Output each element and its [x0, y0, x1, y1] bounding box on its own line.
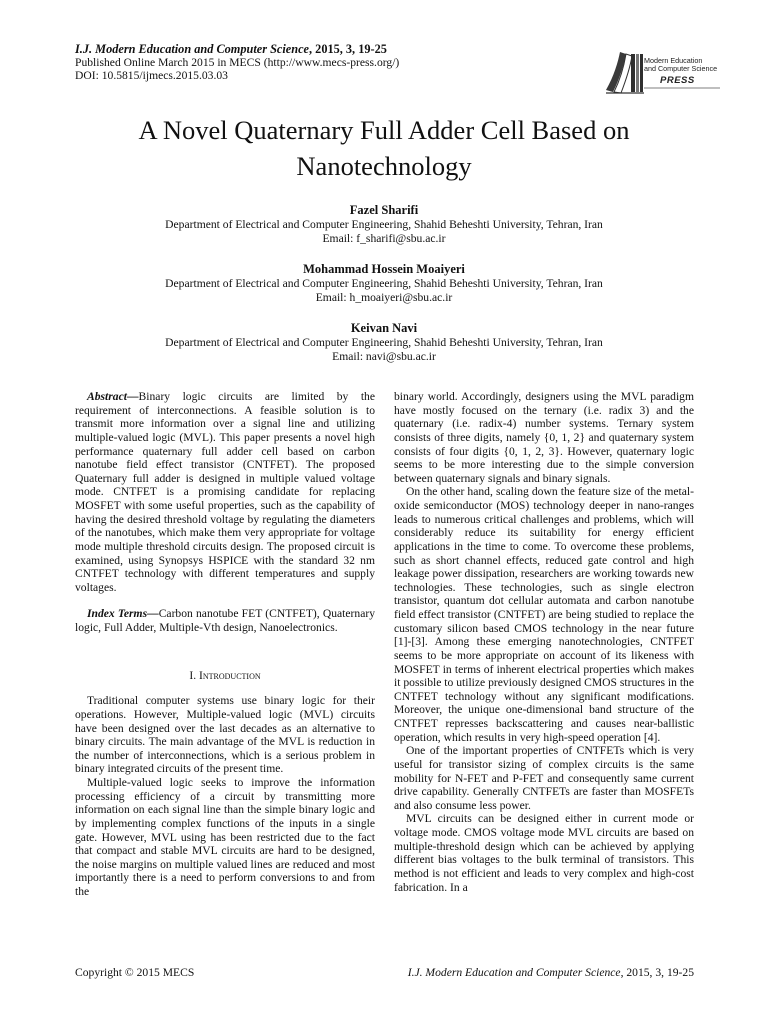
- section-heading-introduction: I. Introduction: [189, 668, 261, 682]
- author-name: Mohammad Hossein Moaiyeri: [303, 262, 465, 276]
- body-paragraph: binary world. Accordingly, designers using the MVL paradigm have mostly focused on the ternary (i.e. radix 3) and the quaternary (i.e. radix-4) number systems. Ternary system consists of three digits, namely {0, 1, 2} and quaternary system consists of four digits {0, 1, 2, 3}. However, quaternary logic seems to be more interesting due to the simple conversion between quaternary signals and binary signals.: [394, 390, 694, 485]
- author-email: Email: navi@sbu.ac.ir: [332, 349, 436, 363]
- journal-header: [75, 42, 515, 82]
- index-terms: [75, 607, 375, 634]
- journal-citation: [75, 42, 515, 56]
- body-paragraph: On the other hand, scaling down the feature size of the metal-oxide semiconductor (MOS) technology deeper in nano-ranges leads to numerous critical challenges and problems, which will considerably reduce its suitability for energy efficient applications in the time to come. To overcome these problems, such as short channel effects, reduced gate control and high leakage power dissipation, researchers are working towards new technologies. These technologies, such as single electron transistor, quantum dot cellular automata and carbon nanotube field effect transistor (CNTFET) are being studied to replace the customary silicon based CMOS technology in the near future [1]-[3]. Among these emerging nanotechnologies, CNTFET seems to be more appropriate on account of its likeness with MOSFET in terms of inherent electrical properties which makes it possible to utilize previously designed CMOS structures in the CNTFET technology without any significant modifications. Moreover, the unique one-dimensional band structure of the CNTFET represses backscattering and causes near-ballistic operation, which results in very high-speed operation [4].: [394, 485, 694, 744]
- index-terms-label: Index Terms—: [87, 607, 159, 621]
- body-paragraph: MVL circuits can be designed either in current mode or voltage mode. CMOS voltage mode MVL circuits are based on multiple-threshold design which can be achieved by applying different bias voltages to the bulk terminal of transistors. This method is not efficient and leads to very complex and high-cost fabrication. In a: [394, 812, 694, 894]
- author-name: Keivan Navi: [350, 321, 418, 335]
- author-name: Fazel Sharifi: [349, 203, 419, 217]
- index-terms-text: Carbon nanotube FET (CNTFET), Quaternary logic, Full Adder, Multiple-Vth design, Nanoelectronics.: [75, 607, 375, 634]
- left-column: [75, 390, 375, 899]
- footer-journal: I.J. Modern Education and Computer Science: [407, 966, 621, 979]
- author-affiliation: Department of Electrical and Computer Engineering, Shahid Beheshti University, Tehran, Iran: [165, 277, 603, 290]
- mecs-press-logo: [604, 46, 724, 96]
- logo-press-text: PRESS: [660, 75, 695, 86]
- intro-paragraph: Multiple-valued logic seeks to improve the information processing efficiency of a circuit by transmitting more information on each signal line than the simple binary logic and by implementing complex functions of the inputs in a single gate. However, MVL using has been restricted due to the fact that compact and stable MVL circuits are hard to be designed, the noise margins on multiple valued lines are reduced and most importantly there is a need to perform conversions to and from the: [75, 776, 375, 898]
- footer-citation: [372, 966, 694, 979]
- author-affiliation: Department of Electrical and Computer Engineering, Shahid Beheshti University, Tehran, Iran: [165, 218, 603, 231]
- journal-name: I.J. Modern Education and Computer Science: [75, 42, 310, 56]
- published-online-line: Published Online March 2015 in MECS (http://www.mecs-press.org/): [75, 56, 400, 69]
- footer-copyright: Copyright © 2015 MECS: [75, 966, 195, 979]
- author-email: Email: h_moaiyeri@sbu.ac.ir: [315, 290, 453, 304]
- author-email: Email: f_sharifi@sbu.ac.ir: [322, 231, 446, 245]
- right-column: [394, 390, 694, 894]
- abstract-text: Binary logic circuits are limited by the requirement of interconnections. A feasible solution is to transmit more information over a signal line and utilizing multiple-valued logic (MVL). This paper presents a novel high performance quaternary full adder cell based on carbon nanotube field effect transistor (CNTFET). The proposed Quaternary full adder is designed in multiple valued voltage mode. CNTFET is a promising candidate for replacing MOSFET with some useful properties, such as the capability of having the desired threshold voltage by regulating the diameters of the nanotubes, which make them very appropriate for voltage mode multiple threshold circuits design. The proposed circuit is examined, using Synopsys HSPICE with the standard 32 nm CNTFET technology with different temperatures and supply voltages.: [75, 390, 375, 594]
- intro-paragraph: Traditional computer systems use binary logic for their operations. However, Multiple-valued logic (MVL) circuits have been designed over the last decades as an alternative to binary circuits. The main advantage of the MVL is reduction in the number of interconnections, which is a serious problem in binary integrated circuits of the present time.: [75, 694, 375, 776]
- doi-line: DOI: 10.5815/ijmecs.2015.03.03: [75, 69, 228, 82]
- author-block-2: [40, 261, 728, 304]
- author-block-1: [40, 202, 728, 245]
- body-paragraph: One of the important properties of CNTFETs which is very useful for transistor sizing of complex circuits is the same mobility for N-FET and P-FET and consequently same current drive capability. Generally CNTFETs are faster than MOSFETs and also consume less power.: [394, 744, 694, 812]
- journal-issue: , 2015, 3, 19-25: [309, 42, 387, 56]
- footer-issue: , 2015, 3, 19-25: [620, 966, 694, 979]
- author-affiliation: Department of Electrical and Computer Engineering, Shahid Beheshti University, Tehran, Iran: [165, 336, 603, 349]
- abstract: [75, 390, 375, 594]
- logo-text: Modern Education and Computer Science: [644, 56, 718, 73]
- paper-title: A Novel Quaternary Full Adder Cell Based on Nanotechnology: [138, 115, 630, 181]
- author-block-3: [40, 320, 728, 363]
- abstract-label: Abstract—: [87, 390, 139, 403]
